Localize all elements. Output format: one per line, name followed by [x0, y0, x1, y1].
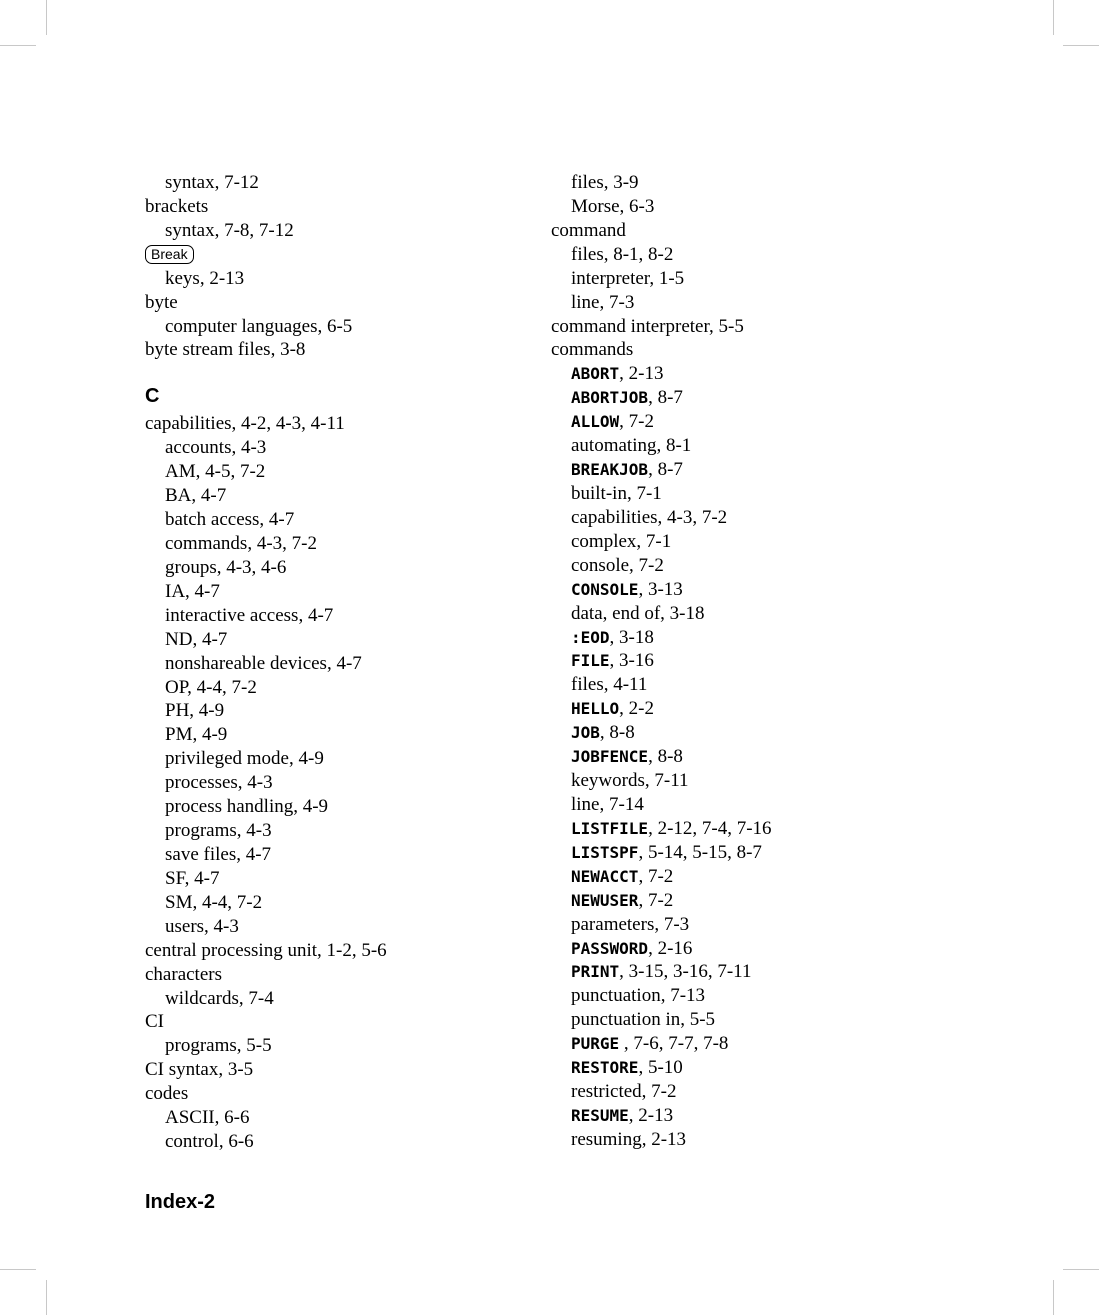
- crop-mark: [46, 0, 47, 35]
- entry-text: interpreter, 1-5: [571, 267, 685, 289]
- command-name: RESTORE: [571, 1058, 639, 1078]
- entry-text: complex, 7-1: [571, 530, 672, 552]
- entry-text: ASCII, 6-6: [165, 1107, 250, 1129]
- crop-mark: [1063, 45, 1099, 46]
- index-subentry: [145, 819, 535, 843]
- index-subentry: [551, 673, 971, 697]
- index-subentry: [551, 649, 971, 673]
- entry-text: files, 4-11: [571, 674, 648, 696]
- entry-text: line, 7-14: [571, 793, 644, 815]
- index-subentry: [145, 723, 535, 747]
- entry-text: command interpreter, 5-5: [551, 315, 744, 337]
- command-name: BREAKJOB: [571, 460, 649, 480]
- entry-text: byte: [145, 291, 178, 313]
- entry-text: process handling, 4-9: [165, 796, 329, 818]
- entry-text: parameters, 7-3: [571, 913, 690, 935]
- index-subentry: [551, 626, 971, 650]
- index-subentry: [145, 436, 535, 460]
- index-entry: [551, 219, 971, 243]
- entry-text: files, 8-1, 8-2: [571, 243, 674, 265]
- entry-text: control, 6-6: [165, 1131, 254, 1153]
- index-entry-key: [145, 243, 535, 267]
- entry-text: data, end of, 3-18: [571, 602, 705, 624]
- entry-text: commands, 4-3, 7-2: [165, 532, 317, 554]
- index-subentry: [145, 747, 535, 771]
- index-subentry: [551, 721, 971, 745]
- entry-text: keywords, 7-11: [571, 770, 689, 792]
- index-subentry: [145, 508, 535, 532]
- index-subentry: [551, 697, 971, 721]
- index-entry: [145, 939, 535, 963]
- entry-text: line, 7-3: [571, 291, 635, 313]
- entry-text: save files, 4-7: [165, 843, 272, 865]
- index-subentry: [145, 891, 535, 915]
- command-name: :EOD: [571, 627, 610, 647]
- index-subentry: [551, 889, 971, 913]
- index-subentry: [145, 1034, 535, 1058]
- entry-text: resuming, 2-13: [571, 1128, 687, 1150]
- entry-text: IA, 4-7: [165, 580, 220, 602]
- entry-text: PH, 4-9: [165, 700, 225, 722]
- index-subentry: [145, 987, 535, 1011]
- command-name: LISTFILE: [571, 818, 649, 838]
- entry-text: files, 3-9: [571, 172, 639, 193]
- entry-text: , 2-16: [648, 937, 693, 959]
- index-entry: [145, 412, 535, 436]
- entry-text: , 7-2: [619, 411, 654, 433]
- command-name: ABORTJOB: [571, 388, 649, 408]
- command-name: FILE: [571, 651, 610, 671]
- crop-mark: [1063, 1269, 1099, 1270]
- entry-text: computer languages, 6-5: [165, 315, 353, 337]
- entry-text: , 7-2: [638, 889, 674, 911]
- entry-text: PM, 4-9: [165, 724, 228, 746]
- index-subentry: [551, 960, 971, 984]
- command-name: RESUME: [571, 1105, 629, 1125]
- command-name: NEWACCT: [571, 866, 639, 886]
- entry-text: , 7-6, 7-7, 7-8: [619, 1033, 729, 1055]
- entry-text: punctuation, 7-13: [571, 985, 706, 1007]
- entry-text: ND, 4-7: [165, 628, 228, 650]
- index-subentry: [551, 386, 971, 410]
- index-subentry: [551, 841, 971, 865]
- entry-text: nonshareable devices, 4-7: [165, 652, 362, 674]
- index-subentry: [551, 745, 971, 769]
- command-name: LISTSPF: [571, 842, 639, 862]
- entry-text: interactive access, 4-7: [165, 604, 334, 626]
- index-subentry: [145, 676, 535, 700]
- index-subentry: [551, 1080, 971, 1104]
- entry-text: programs, 4-3: [165, 820, 272, 842]
- index-subentry: [551, 1008, 971, 1032]
- index-subentry: [551, 267, 971, 291]
- index-subentry: [145, 795, 535, 819]
- index-subentry: [551, 602, 971, 626]
- entry-text: , 8-7: [648, 459, 683, 481]
- command-name: PURGE: [571, 1034, 620, 1054]
- index-column-right: [551, 171, 971, 1152]
- crop-mark: [0, 1269, 36, 1270]
- index-subentry: [551, 1128, 971, 1152]
- command-name: PRINT: [571, 962, 620, 982]
- index-entry: [145, 338, 535, 362]
- index-subentry: [551, 1032, 971, 1056]
- entry-text: accounts, 4-3: [165, 437, 267, 459]
- entry-text: AM, 4-5, 7-2: [165, 461, 266, 483]
- index-subentry: [145, 556, 535, 580]
- entry-text: , 3-13: [638, 578, 683, 600]
- index-entry: [145, 291, 535, 315]
- entry-text: , 3-18: [609, 626, 654, 648]
- index-subentry: [145, 219, 535, 243]
- index-subentry: [145, 771, 535, 795]
- index-subentry: [145, 628, 535, 652]
- index-subentry: [145, 171, 535, 195]
- index-subentry: [551, 410, 971, 434]
- crop-mark: [46, 1280, 47, 1315]
- index-subentry: [551, 195, 971, 219]
- entry-text: privileged mode, 4-9: [165, 748, 324, 770]
- entry-text: , 8-8: [599, 722, 635, 744]
- entry-text: , 5-14, 5-15, 8-7: [638, 841, 762, 863]
- index-subentry: [145, 484, 535, 508]
- entry-text: , 8-8: [648, 746, 683, 768]
- index-subentry: [145, 604, 535, 628]
- index-entry: [551, 315, 971, 339]
- entry-text: CI: [145, 1011, 164, 1033]
- index-subentry: [145, 867, 535, 891]
- index-subentry: [551, 506, 971, 530]
- entry-text: characters: [145, 963, 222, 985]
- section-heading: C: [145, 385, 160, 408]
- index-subentry: [145, 1130, 535, 1154]
- entry-text: programs, 5-5: [165, 1035, 272, 1057]
- entry-text: , 2-12, 7-4, 7-16: [648, 817, 772, 839]
- index-subentry: [551, 530, 971, 554]
- index-subentry: [145, 580, 535, 604]
- index-subentry: [551, 1104, 971, 1128]
- command-name: HELLO: [571, 699, 620, 719]
- entry-text: codes: [145, 1083, 189, 1105]
- index-subentry: [551, 817, 971, 841]
- index-subentry: [551, 1056, 971, 1080]
- entry-text: CI syntax, 3-5: [145, 1059, 254, 1081]
- entry-text: , 2-13: [619, 363, 664, 385]
- entry-text: , 8-7: [648, 387, 683, 409]
- entry-text: users, 4-3: [165, 915, 239, 937]
- command-name: JOBFENCE: [571, 747, 649, 767]
- index-entry: [145, 1010, 535, 1034]
- index-subentry: [551, 913, 971, 937]
- entry-text: , 3-15, 3-16, 7-11: [619, 961, 752, 983]
- crop-mark: [1053, 1280, 1054, 1315]
- index-subentry: [551, 793, 971, 817]
- index-entry: [145, 195, 535, 219]
- entry-text: built-in, 7-1: [571, 482, 662, 504]
- index-subentry: [551, 578, 971, 602]
- index-subentry: [145, 915, 535, 939]
- entry-text: syntax, 7-12: [165, 172, 259, 193]
- entry-text: , 7-2: [638, 865, 674, 887]
- index-subentry: [551, 171, 971, 195]
- index-entry: [145, 963, 535, 987]
- index-subentry: [551, 458, 971, 482]
- index-subentry: [145, 267, 535, 291]
- entry-text: , 2-13: [628, 1104, 674, 1126]
- entry-text: brackets: [145, 195, 209, 217]
- command-name: PASSWORD: [571, 938, 649, 958]
- index-subentry: [551, 482, 971, 506]
- entry-text: byte stream files, 3-8: [145, 339, 306, 361]
- entry-text: restricted, 7-2: [571, 1081, 677, 1103]
- entry-text: , 5-10: [638, 1057, 683, 1079]
- entry-text: SM, 4-4, 7-2: [165, 891, 263, 913]
- entry-text: keys, 2-13: [165, 267, 245, 289]
- entry-text: punctuation in, 5-5: [571, 1009, 716, 1031]
- command-name: NEWUSER: [571, 890, 639, 910]
- index-entry: [551, 338, 971, 362]
- index-subentry: [145, 843, 535, 867]
- entry-text: BA, 4-7: [165, 485, 227, 507]
- entry-text: batch access, 4-7: [165, 509, 295, 531]
- page-number: Index-2: [145, 1191, 216, 1213]
- index-subentry: [551, 291, 971, 315]
- index-subentry: [145, 652, 535, 676]
- entry-text: wildcards, 7-4: [165, 987, 274, 1009]
- index-subentry: [145, 460, 535, 484]
- index-subentry: [145, 532, 535, 556]
- entry-text: SF, 4-7: [165, 867, 220, 889]
- entry-text: central processing unit, 1-2, 5-6: [145, 939, 387, 961]
- index-subentry: [551, 865, 971, 889]
- command-name: JOB: [571, 723, 600, 743]
- index-subentry: [551, 984, 971, 1008]
- command-name: ABORT: [571, 364, 620, 384]
- entry-text: syntax, 7-8, 7-12: [165, 219, 294, 241]
- entry-text: , 3-16: [609, 650, 654, 672]
- entry-text: processes, 4-3: [165, 772, 273, 794]
- index-subentry: [551, 769, 971, 793]
- entry-text: OP, 4-4, 7-2: [165, 676, 257, 698]
- entry-text: commands: [551, 339, 634, 361]
- command-name: CONSOLE: [571, 579, 639, 599]
- entry-text: capabilities, 4-3, 7-2: [571, 506, 728, 528]
- entry-text: console, 7-2: [571, 554, 664, 576]
- crop-mark: [0, 45, 36, 46]
- index-subentry: [145, 315, 535, 339]
- crop-mark: [1053, 0, 1054, 35]
- index-subentry: [145, 1106, 535, 1130]
- index-column-left: [145, 171, 535, 1154]
- entry-text: groups, 4-3, 4-6: [165, 556, 287, 578]
- index-entry: [145, 1058, 535, 1082]
- entry-text: capabilities, 4-2, 4-3, 4-11: [145, 413, 345, 435]
- index-subentry: [145, 699, 535, 723]
- entry-text: automating, 8-1: [571, 435, 692, 457]
- entry-text: , 2-2: [619, 698, 654, 720]
- index-subentry: [551, 362, 971, 386]
- entry-text: Morse, 6-3: [571, 195, 655, 217]
- index-subentry: [551, 937, 971, 961]
- break-key-icon: Break: [145, 245, 194, 264]
- index-subentry: [551, 243, 971, 267]
- index-entry: [145, 1082, 535, 1106]
- index-subentry: [551, 554, 971, 578]
- entry-text: command: [551, 219, 626, 241]
- index-subentry: [551, 434, 971, 458]
- command-name: ALLOW: [571, 412, 620, 432]
